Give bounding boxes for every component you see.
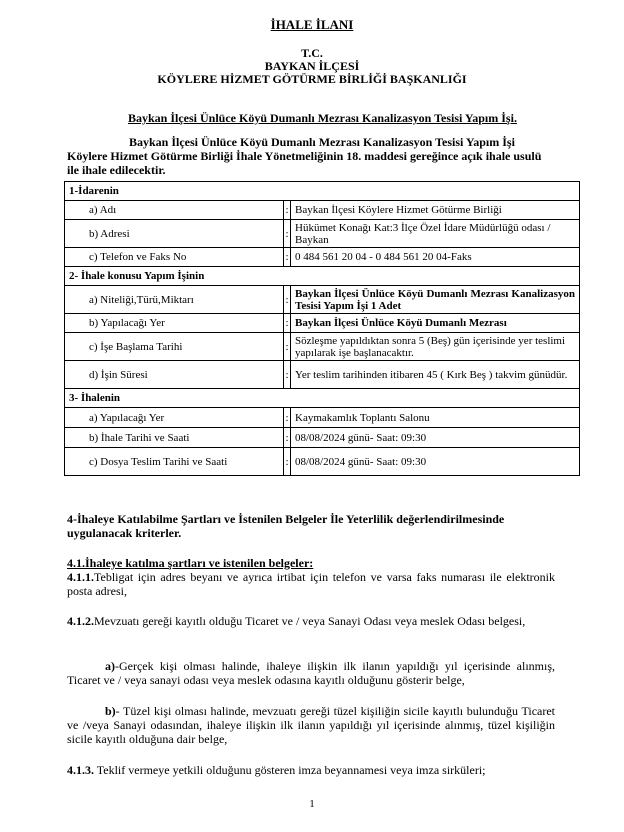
row-colon: : (284, 408, 291, 428)
row-colon: : (284, 333, 291, 361)
row-label: c) İşe Başlama Tarihi (65, 333, 284, 361)
header-tc: T.C. (301, 46, 323, 60)
row-value: 08/08/2024 günü- Saat: 09:30 (291, 448, 580, 476)
info-table (64, 181, 580, 476)
section-4-heading: 4-İhaleye Katılabilme Şartları ve İstenilen Belgeler İle Yeterlilik değerlendirilmesinde uygulanacak kriterler. (67, 512, 505, 540)
intro-line-2: Köylere Hizmet Götürme Birliği İhale Yönetmeliğinin 18. maddesi gereğince açık ihale usulü ile ihale edilecektir. (67, 149, 542, 177)
row-colon: : (284, 314, 291, 333)
row-value: Baykan İlçesi Köylere Hizmet Götürme Birliği (291, 201, 580, 220)
section-header-work: 2- İhale konusu Yapım İşinin (65, 267, 580, 286)
section-4-1-heading: 4.1.İhaleye katılma şartları ve istenilen belgeler: (67, 556, 314, 570)
row-value: 0 484 561 20 04 - 0 484 561 20 04-Faks (291, 248, 580, 267)
row-label: b) Adresi (65, 220, 284, 248)
paragraph-4-1-2-b (67, 704, 555, 746)
paragraph-text: -Gerçek kişi olması halinde, ihaleye ilişkin ilk ilanın yapıldığı yıl içerisinde alınmış, Ticaret ve / veya sanayi odası veya meslek odasına kayıtlı olduğunu gösterir belge, (67, 659, 555, 687)
row-label: b) İhale Tarihi ve Saati (65, 428, 284, 448)
paragraph-4-1-1 (67, 570, 555, 598)
intro-paragraph (67, 135, 555, 177)
row-value: Hükümet Konağı Kat:3 İlçe Özel İdare Müdürlüğü odası / Baykan (291, 220, 580, 248)
row-colon: : (284, 428, 291, 448)
row-value: Kaymakamlık Toplantı Salonu (291, 408, 580, 428)
paragraph-4-1-2 (67, 614, 555, 628)
paragraph-text: Teklif vermeye yetkili olduğunu gösteren imza beyannamesi veya imza sirküleri; (94, 763, 486, 777)
row-colon: : (284, 201, 291, 220)
row-label: a) Niteliği,Türü,Miktarı (65, 286, 284, 314)
row-value: Sözleşme yapıldıktan sonra 5 (Beş) gün içerisinde yer teslimi yapılarak işe başlanacaktır. (291, 333, 580, 361)
row-colon: : (284, 286, 291, 314)
row-value: 08/08/2024 günü- Saat: 09:30 (291, 428, 580, 448)
header-district: BAYKAN İLÇESİ (264, 59, 360, 73)
row-label: b) Yapılacağı Yer (65, 314, 284, 333)
document-title: İHALE İLANI (270, 17, 354, 32)
row-label: c) Dosya Teslim Tarihi ve Saati (65, 448, 284, 476)
row-label: a) Yapılacağı Yer (65, 408, 284, 428)
row-label: d) İşin Süresi (65, 361, 284, 389)
paragraph-number: 4.1.3. (67, 763, 94, 777)
paragraph-4-1-3 (67, 763, 555, 777)
paragraph-number: b) (105, 704, 116, 718)
row-colon: : (284, 448, 291, 476)
section-header-tender: 3- İhalenin (65, 389, 580, 408)
row-colon: : (284, 361, 291, 389)
row-value: Yer teslim tarihinden itibaren 45 ( Kırk Beş ) takvim günüdür. (291, 361, 580, 389)
row-value: Baykan İlçesi Ünlüce Köyü Dumanlı Mezrası (291, 314, 580, 333)
section-header-administration: 1-İdarenin (65, 182, 580, 201)
paragraph-4-1-2-a (67, 659, 555, 687)
header-institution: KÖYLERE HİZMET GÖTÜRME BİRLİĞİ BAŞKANLIĞI (157, 72, 467, 86)
paragraph-text: Mevzuatı gereği kayıtlı olduğu Ticaret ve / veya Sanayi Odası veya meslek Odası belgesi, (94, 614, 526, 628)
row-value: Baykan İlçesi Ünlüce Köyü Dumanlı Mezrası Kanalizasyon Tesisi Yapım İşi 1 Adet (291, 286, 580, 314)
paragraph-number: 4.1.2. (67, 614, 94, 628)
row-label: a) Adı (65, 201, 284, 220)
paragraph-number: 4.1.1. (67, 570, 94, 584)
subject-line: Baykan İlçesi Ünlüce Köyü Dumanlı Mezrası Kanalizasyon Tesisi Yapım İşi. (128, 111, 517, 125)
paragraph-text: - Tüzel kişi olması halinde, mevzuatı gereği tüzel kişiliğin sicile kayıtlı bulunduğu Ticaret ve /veya Sanayi odasından, ihaleye ilişkin ilk ilanın yapıldığı yıl içerisinde alınmış, tüzel kişiliğin sicile kayıtlı olduğuna dair belge, (67, 704, 555, 746)
paragraph-number: a) (105, 659, 115, 673)
row-label: c) Telefon ve Faks No (65, 248, 284, 267)
row-colon: : (284, 220, 291, 248)
row-colon: : (284, 248, 291, 267)
intro-line-1: Baykan İlçesi Ünlüce Köyü Dumanlı Mezrası Kanalizasyon Tesisi Yapım İşi (129, 135, 515, 149)
page-number: 1 (309, 798, 315, 810)
paragraph-text: Tebligat için adres beyanı ve ayrıca irtibat için telefon ve varsa faks numarası ile elektronik posta adresi, (67, 570, 555, 598)
